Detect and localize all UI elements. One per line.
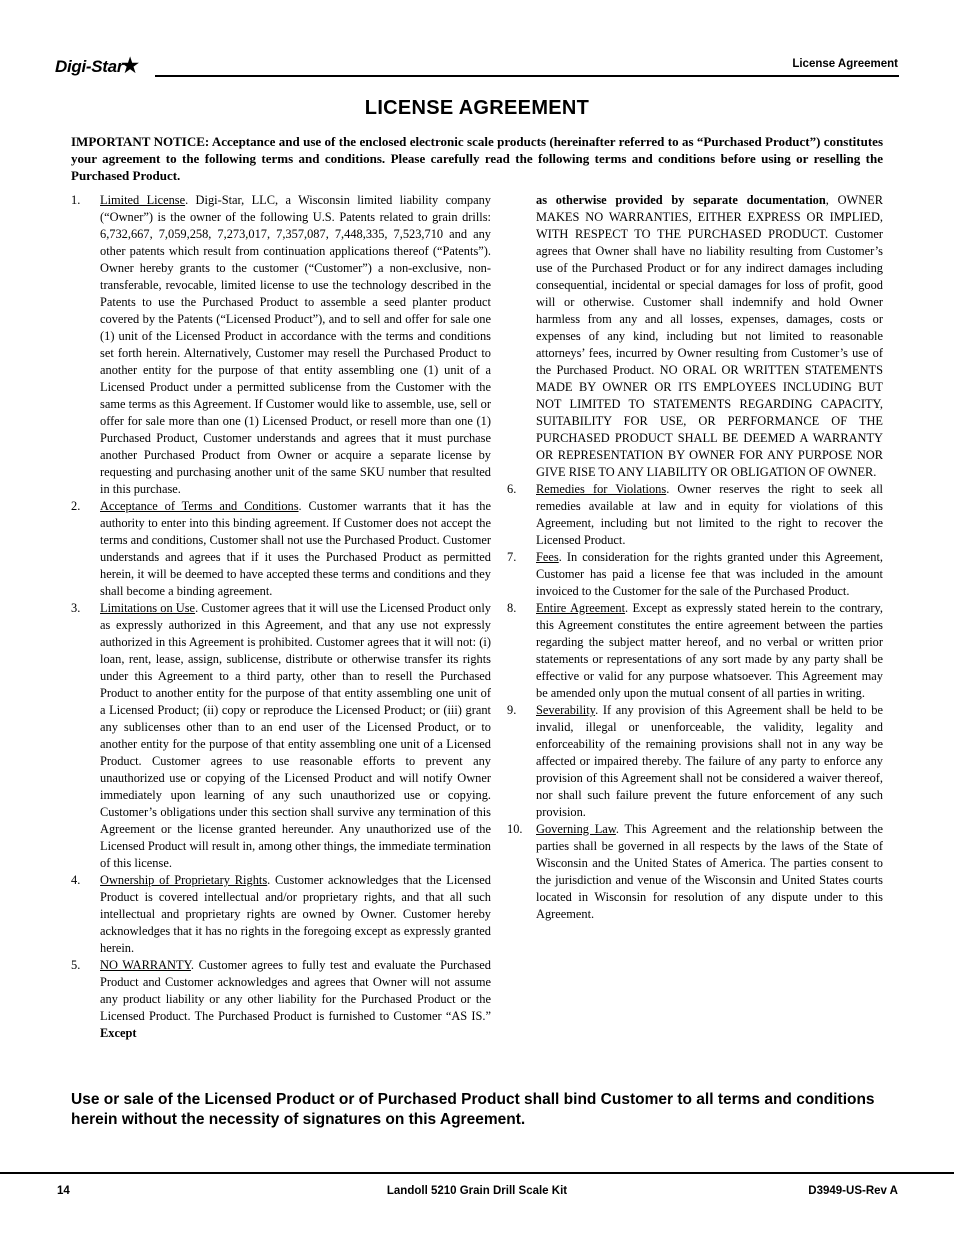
document-code: D3949-US-Rev A	[808, 1185, 898, 1197]
section-number: 2.	[71, 499, 81, 513]
section-number: 3.	[71, 601, 81, 615]
section-number: 9.	[507, 703, 517, 717]
manual-title: Landoll 5210 Grain Drill Scale Kit	[386, 1185, 568, 1197]
section-6	[507, 481, 883, 549]
section-heading: Ownership of Proprietary Rights	[100, 873, 268, 887]
section-number: 10.	[507, 822, 523, 836]
closing-statement: Use or sale of the Licensed Product or of Purchased Product shall bind Customer to all terms and conditions herein without the necessity of signatures on this Agreement.	[71, 1091, 875, 1128]
footer-rule	[0, 1172, 954, 1174]
section-4	[71, 872, 491, 957]
section-number: 6.	[507, 482, 517, 496]
section-text: . Customer agrees that it will use the Licensed Product only as expressly authorized in this Agreement, and that any use not expressly authorized in this Agreement is prohibited. Customer agrees that it will not: (i) loan, rent, lease, assign, sublicense, distribute or otherwise transfer its rights under this Agreement to a third party, other than to resell the Purchased Product to another entity for the purpose of that entity assembling one unit of a Licensed Product; (ii) copy or reproduce the Licensed Product; or (iii) grant any sublicenses other than to an end user of the Licensed Product, or to another entity for the purpose of that entity assembling one unit of a Licensed Product. Customer agrees to use reasonable efforts to prevent any unauthorized use or copying of the Licensed Product and will notify Owner immediately upon learning of any such unauthorized use or copying. Customer’s obligations under this section shall survive any termination of this Agreement or the license granted hereunder. Any unauthorized use of the Licensed Product will result in, among other things, the immediate termination of this license.	[100, 601, 491, 870]
section-9	[507, 702, 883, 821]
section-text: . In consideration for the rights granted under this Agreement, Customer has paid a license fee that was included in the amount invoiced to the Customer for the sale of the Purchased Product.	[536, 550, 883, 598]
section-1	[71, 192, 491, 498]
section-text: . Except as expressly stated herein to the contrary, this Agreement constitutes the entire agreement between the parties regarding the subject matter hereof, and no verbal or written prior statements or representations of any sort made by any party shall be effective or valid for any purpose whatsoever. This Agreement may be amended only upon the mutual consent of all parties in writing.	[536, 601, 883, 700]
section-heading: Acceptance of Terms and Conditions	[100, 499, 299, 513]
section-heading: NO WARRANTY	[100, 958, 191, 972]
section-7	[507, 549, 883, 600]
section-text: . Customer acknowledges that the Licensed Product is covered intellectual and/or proprietary rights, and that all such intellectual and proprietary rights are owned by Owner. Customer hereby acknowledges that it has no rights in the foregoing except as expressly granted herein.	[100, 873, 491, 955]
section-5-continuation	[507, 192, 883, 481]
section-number: 7.	[507, 550, 517, 564]
section-text: . Owner reserves the right to seek all remedies available at law and in equity for violations of this Agreement, including but not limited to the right to recover the Licensed Product.	[536, 482, 883, 547]
section-heading: Governing Law	[536, 822, 616, 836]
star-icon: ★	[121, 55, 139, 77]
section-8	[507, 600, 883, 702]
section-text: . If any provision of this Agreement shall be held to be invalid, illegal or unenforceable, the validity, legality and enforceability of the remaining provisions shall not in any way be affected or impaired thereby. The failure of any party to enforce any provision of this Agreement shall not be considered a waiver thereof, nor shall such failure prevent the future enforcement of any such provision.	[536, 703, 883, 819]
continuation-bold: as otherwise provided by separate documentation	[536, 193, 826, 207]
section-number: 1.	[71, 193, 81, 207]
section-heading: Limited License	[100, 193, 186, 207]
section-text: . Digi-Star, LLC, a Wisconsin limited liability company (“Owner”) is the owner of the following U.S. Patents related to grain drills: 6,732,667, 7,059,258, 7,273,017, 7,357,087, 7,448,335, 7,523,710 and any other patents which result from continuation applications thereof (“Patents”). Owner hereby grants to the customer (“Customer”) a non-exclusive, non-transferable, revocable, limited license to use the technology described in the Patents to use the Purchased Product to assemble a seed planter product covered by the Patents (“Licensed Product”), and to sell and offer for sale one (1) unit of the Licensed Product in accordance with the terms and conditions set forth herein. Alternatively, Customer may resell the Purchased Product to another entity for the purpose of that entity assembling one (1) unit of a Licensed Product under a permitted sublicense from the Customer with the same terms as this Agreement. If Customer would like to assemble, use, sell or offer for sale more than one (1) Licensed Product, or resell more than one (1) Purchased Product, Customer understands and agrees that it must purchase another Purchased Product from Owner or acquire a separate license by requesting and purchasing another unit of the same SKU number that resulted in this purchase.	[100, 193, 491, 496]
section-number: 5.	[71, 958, 81, 972]
section-heading: Remedies for Violations	[536, 482, 667, 496]
continuation-text: , OWNER MAKES NO WARRANTIES, EITHER EXPRESS OR IMPLIED, WITH RESPECT TO THE PURCHASED PRODUCT. Customer agrees that Owner shall have no liability resulting from Customer’s use of the Purchased Product or for any indirect damages including consequential, incidental or special damages for loss of profit, good will or otherwise. Customer shall indemnify and hold Owner harmless from any and all losses, expenses, damages, costs or expenses of any kind, including but not limited to reasonable attorneys’ fees, incurred by Owner resulting from Customer’s use of the Purchased Product. NO ORAL OR WRITTEN STATEMENTS MADE BY OWNER OR ITS EMPLOYEES INCLUDING BUT NOT LIMITED TO STATEMENTS REGARDING CAPACITY, SUITABILITY FOR USE, OR PERFORMANCE OF THE PURCHASED PRODUCT SHALL BE DEEMED A WARRANTY OR REPRESENTATION BY OWNER FOR ANY PURPOSE NOR GIVE RISE TO ANY LIABILITY OR OBLIGATION OF OWNER.	[536, 193, 883, 479]
section-number: 8.	[507, 601, 517, 615]
digi-star-logo: Digi-Star★	[55, 55, 139, 77]
page-number: 14	[57, 1185, 70, 1197]
section-heading: Severability	[536, 703, 596, 717]
section-10	[507, 821, 883, 923]
section-text: . Customer agrees to fully test and evaluate the Purchased Product and Customer acknowledges and agrees that Owner will not assume any product liability or any other liability for the Purchased Product or the Licensed Product. The Purchased Product is furnished to Customer “AS IS.”	[100, 958, 491, 1023]
page-title: LICENSE AGREEMENT	[364, 97, 590, 119]
important-notice: IMPORTANT NOTICE: Acceptance and use of the enclosed electronic scale products (hereinafter referred to as “Purchased Product”) constitutes your agreement to the following terms and conditions. Please carefully read the following terms and conditions before using or reselling the Purchased Product.	[71, 134, 883, 183]
right-column	[507, 192, 883, 923]
section-2	[71, 498, 491, 600]
section-heading: Entire Agreement	[536, 601, 626, 615]
section-5	[71, 957, 491, 1042]
section-text: . Customer warrants that it has the authority to enter into this binding agreement. If Customer does not accept the terms and conditions, Customer shall not use the Purchased Product. Customer understands and agrees that if it uses the Purchased Product as permitted herein, it will be deemed to have accepted these terms and conditions and they shall become a binding agreement.	[100, 499, 491, 598]
section-text: . This Agreement and the relationship between the parties shall be governed in all respects by the laws of the State of Wisconsin and the United States of America. The parties consent to the jurisdiction and venue of the Wisconsin and United States courts located in Wisconsin for resolution of any dispute under to this Agreement.	[536, 822, 883, 921]
section-3	[71, 600, 491, 872]
header-section-title: License Agreement	[792, 58, 898, 70]
section-heading: Fees	[536, 550, 559, 564]
section-bold-tail: Except	[100, 1026, 137, 1040]
left-column	[71, 192, 491, 1042]
section-heading: Limitations on Use	[100, 601, 196, 615]
header-rule	[155, 75, 899, 77]
section-number: 4.	[71, 873, 81, 887]
